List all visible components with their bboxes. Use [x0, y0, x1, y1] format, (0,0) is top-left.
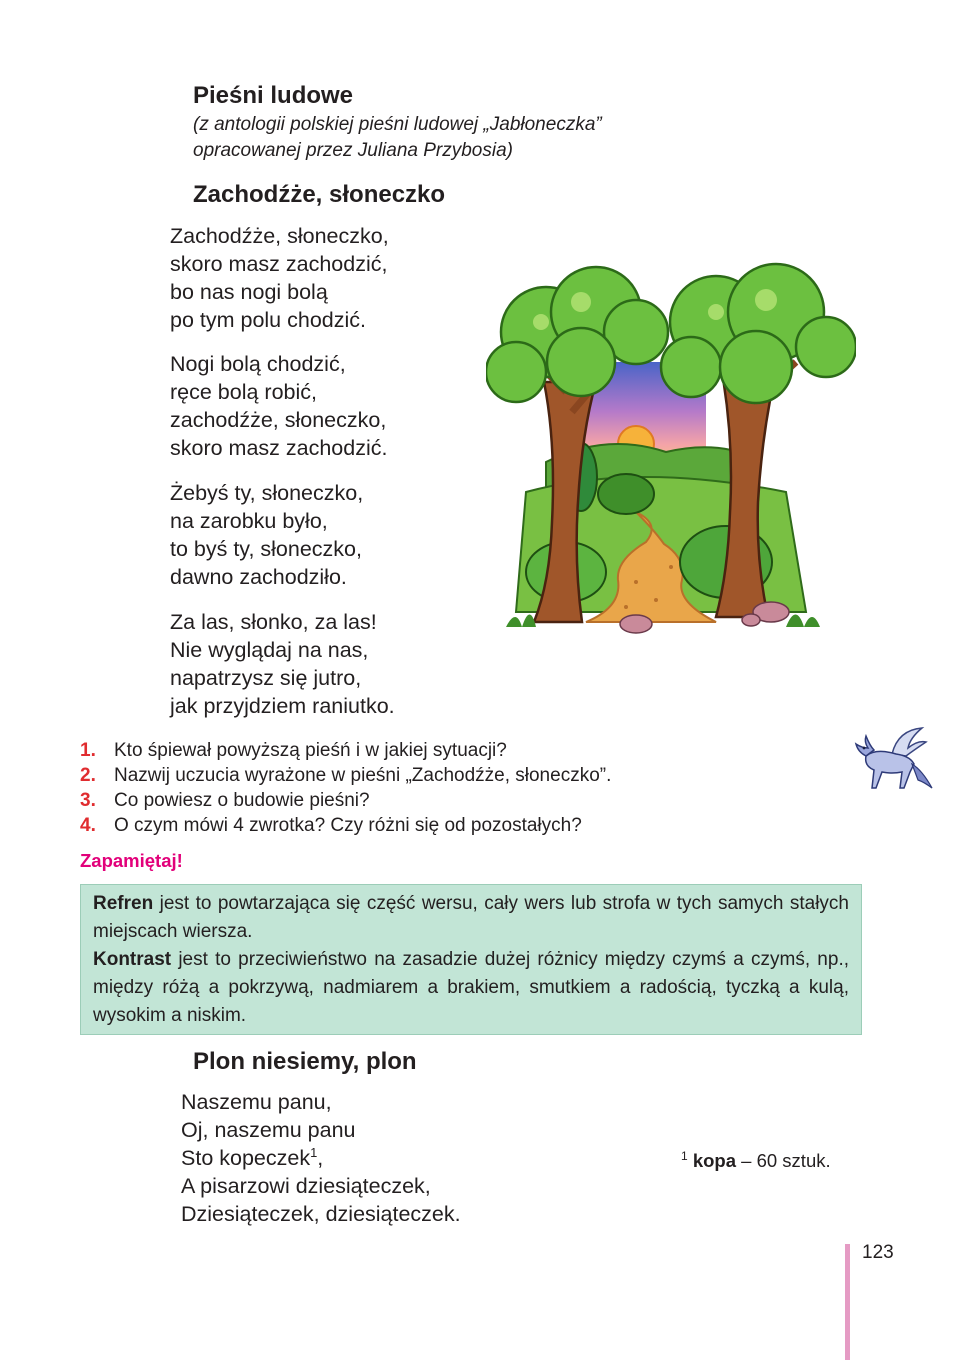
source-note	[193, 112, 753, 164]
verse-line: Za las, słonko, za las!	[170, 610, 377, 634]
footnote-text: – 60 sztuk.	[736, 1150, 831, 1171]
verse-text: Sto kopeczek	[181, 1146, 311, 1170]
song1-stanza-3	[170, 479, 363, 591]
verse-line: A pisarzowi dziesiąteczek,	[181, 1174, 431, 1198]
footnote-marker: 1	[310, 1144, 318, 1160]
remember-heading: Zapamiętaj!	[80, 850, 183, 871]
definition-contrast	[93, 946, 849, 1030]
song1-stanza-2	[170, 350, 387, 462]
question-text: Kto śpiewał powyższą pieśń i w jakiej sytuacji?	[114, 740, 507, 761]
verse-line: Oj, naszemu panu	[181, 1118, 356, 1142]
question-text: Nazwij uczucia wyrażone w pieśni „Zachodźże, słoneczko”.	[114, 765, 612, 786]
term-refrain: Refren	[93, 893, 154, 914]
pegasus-icon	[852, 726, 934, 796]
verse-line: Zachodźże, słoneczko,	[170, 224, 389, 248]
verse-line: jak przyjdziem raniutko.	[170, 694, 395, 718]
verse-line: po tym polu chodzić.	[170, 308, 366, 332]
verse-punctuation: ,	[317, 1146, 324, 1170]
question-number: 2.	[80, 765, 96, 786]
definition-refrain-text: jest to powtarzająca się część wersu, cały wers lub strofa w tych samych stałych miejscach wiersza.	[93, 893, 849, 942]
verse-line: Dziesiąteczek, dziesiąteczek.	[181, 1202, 461, 1226]
footnote-term: kopa	[692, 1150, 737, 1171]
question-item	[80, 763, 611, 788]
verse-line: bo nas nogi bolą	[170, 280, 328, 304]
song1-stanza-4	[170, 608, 395, 720]
question-item	[80, 738, 611, 763]
definition-box	[80, 884, 862, 1035]
questions-list	[80, 738, 611, 838]
verse-line: Żebyś ty, słoneczko,	[170, 481, 364, 505]
source-note-line-1: (z antologii polskiej pieśni ludowej „Jabłoneczka”	[193, 114, 602, 135]
verse-line: ręce bolą robić,	[170, 380, 317, 404]
verse-line: zachodźże, słoneczko,	[170, 408, 387, 432]
verse-line: to byś ty, słoneczko,	[170, 537, 362, 561]
page-margin-bar	[845, 1244, 850, 1360]
footnote	[681, 1150, 831, 1172]
section-title: Pieśni ludowe	[193, 82, 354, 109]
verse-line: napatrzysz się jutro,	[170, 666, 362, 690]
footnote-number: 1	[681, 1148, 688, 1163]
song1-title: Zachodźże, słoneczko	[193, 181, 446, 208]
question-item	[80, 813, 611, 838]
song1-stanza-1	[170, 222, 389, 334]
term-contrast: Kontrast	[93, 949, 172, 970]
verse-line	[181, 1144, 461, 1172]
definition-contrast-text: jest to przeciwieństwo na zasadzie dużej różnicy między czymś a czymś, np., między różą a pokrzywą, nadmiarem a brakiem, smutkiem a radością, tyczką a kulą, wysokim a niskim.	[93, 949, 849, 1026]
question-number: 4.	[80, 815, 96, 836]
song2-verses	[181, 1088, 461, 1228]
verse-line: Nogi bolą chodzić,	[170, 352, 346, 376]
forest-path-sunset-illustration	[486, 262, 856, 642]
verse-line: Nie wyglądaj na nas,	[170, 638, 369, 662]
source-note-line-2: opracowanej przez Juliana Przybosia)	[193, 140, 513, 161]
verse-line: na zarobku było,	[170, 509, 328, 533]
verse-line: skoro masz zachodzić.	[170, 436, 388, 460]
verse-line: dawno zachodziło.	[170, 565, 347, 589]
page-number: 123	[862, 1242, 894, 1263]
question-number: 1.	[80, 740, 96, 761]
verse-line: skoro masz zachodzić,	[170, 252, 388, 276]
question-number: 3.	[80, 790, 96, 811]
verse-line: Naszemu panu,	[181, 1090, 332, 1114]
question-item	[80, 788, 611, 813]
definition-refrain	[93, 890, 849, 946]
song2-title: Plon niesiemy, plon	[193, 1048, 417, 1075]
question-text: Co powiesz o budowie pieśni?	[114, 790, 370, 811]
question-text: O czym mówi 4 zwrotka? Czy różni się od pozostałych?	[114, 815, 582, 836]
